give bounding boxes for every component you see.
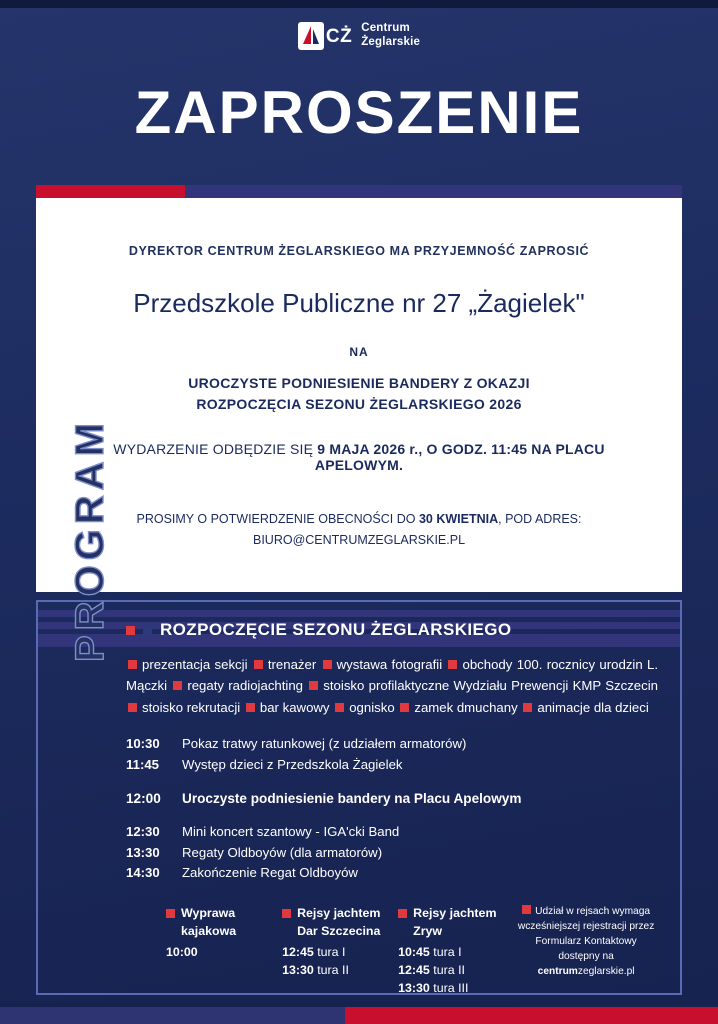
column-heading-line1: Wyprawa <box>181 906 236 921</box>
note-brand[interactable] <box>514 965 658 980</box>
schedule-gap <box>126 809 658 822</box>
schedule-gap <box>126 775 658 788</box>
column-row <box>398 980 504 998</box>
column-rows <box>398 944 504 998</box>
invitation-when <box>76 441 642 473</box>
column-row-label: tura III <box>433 981 469 996</box>
logo-abbr: CŻ <box>325 25 353 47</box>
column-row-time: 10:45 <box>398 945 430 960</box>
program-registration-note <box>514 905 658 998</box>
bullet-square-icon <box>522 905 531 914</box>
logo-wordmark-line1: Centrum <box>361 22 410 35</box>
bullet-square-icon <box>166 909 175 918</box>
invitation-when-bold: 9 MAJA 2026 r., O GODZ. 11:45 NA PLACU APELOWYM. <box>314 441 605 473</box>
column-row-label: tura I <box>433 945 462 960</box>
column-row <box>282 962 388 980</box>
note-line2: wcześniejszej rejestracji przez <box>517 921 655 933</box>
schedule-time: 11:45 <box>126 756 160 772</box>
bottom-bar-red <box>345 1007 718 1024</box>
note-line1: Udział w rejsach wymaga <box>535 906 651 918</box>
page-title: ZAPROSZENIE <box>134 79 584 146</box>
schedule-time: 13:30 <box>126 844 160 860</box>
column-heading <box>398 905 504 941</box>
logo-mark <box>298 22 352 50</box>
bottom-strip <box>0 1007 718 1024</box>
bullet-square-icon <box>523 703 532 712</box>
schedule-desc: Regaty Oldboyów (dla armatorów) <box>182 844 383 860</box>
column-rows <box>282 944 388 980</box>
program-vertical-label: PROGRAM <box>68 418 112 662</box>
bullet-square-icon <box>323 660 332 669</box>
card-bar-navy <box>185 185 682 198</box>
schedule-desc: Zakończenie Regat Oldboyów <box>182 865 358 880</box>
note-brand-rest: zeglarskie.pl <box>577 965 635 977</box>
bullet-square-icon <box>254 660 263 669</box>
schedule-time: 10:30 <box>126 736 160 752</box>
program-tag: zamek dmuchany <box>414 699 518 715</box>
bullet-square-icon <box>282 909 291 918</box>
program-schedule <box>126 734 658 883</box>
column-row <box>166 944 272 962</box>
column-heading-line2: Zryw <box>413 924 443 939</box>
program-tag: obchody 100. rocznicy urodzin L. Mączki <box>126 657 659 694</box>
program-tag: regaty radiojachting <box>187 678 304 694</box>
column-heading-text <box>297 905 380 941</box>
program-tags <box>126 654 658 718</box>
card-bar-red <box>36 185 185 198</box>
invitation-na: NA <box>349 345 369 359</box>
bullet-square-icon <box>128 660 137 669</box>
program-column-dar-szczecina <box>282 905 388 998</box>
invitation-card <box>36 185 682 647</box>
card-top-bar <box>36 185 682 198</box>
bottom-bar-navy <box>0 1007 345 1024</box>
invitation-when-prefix: WYDARZENIE ODBĘDZIE SIĘ <box>113 441 314 457</box>
invitation-rsvp-suffix: , POD ADRES: <box>498 512 582 526</box>
program-tag: animacje dla dzieci <box>537 699 649 715</box>
column-heading-text <box>413 905 496 941</box>
schedule-row <box>126 863 658 883</box>
schedule-desc: Występ dzieci z Przedszkola Żagielek <box>182 756 403 772</box>
column-row-time: 10:00 <box>166 945 198 960</box>
column-rows <box>166 944 272 962</box>
square-navy-icon <box>143 626 152 635</box>
schedule-time: 12:30 <box>126 824 160 840</box>
column-heading-text <box>181 905 236 941</box>
program-tag: bar kawowy <box>259 699 330 715</box>
program-column-zryw <box>398 905 504 998</box>
logo-wordmark-line2: Żeglarskie <box>361 36 421 48</box>
bullet-square-icon <box>398 909 407 918</box>
column-row-time: 12:45 <box>398 963 430 978</box>
program-content <box>126 654 658 998</box>
schedule-row <box>126 755 658 775</box>
note-line3: Formularz Kontaktowy <box>535 936 637 948</box>
program-column-kayak <box>166 905 272 998</box>
schedule-time: 14:30 <box>126 865 160 880</box>
invitation-rsvp-prefix: PROSIMY O POTWIERDZENIE OBECNOŚCI DO <box>136 512 416 526</box>
schedule-row <box>126 822 658 842</box>
program-tag: trenażer <box>267 657 317 672</box>
column-row-time: 13:30 <box>398 981 430 996</box>
column-row <box>398 962 504 980</box>
program-tag: wystawa fotografii <box>336 657 443 672</box>
bullet-square-icon <box>448 660 457 669</box>
column-heading-line2: kajakowa <box>181 924 237 939</box>
program-heading: ROZPOCZĘCIE SEZONU ŻEGLARSKIEGO <box>160 620 512 639</box>
logo-wordmark <box>361 22 420 49</box>
invitation-occasion-line1: UROCZYSTE PODNIESIENIE BANDERY Z OKAZJI <box>188 375 530 391</box>
schedule-desc: Pokaz tratwy ratunkowej (z udziałem armatorów) <box>182 736 467 752</box>
column-row <box>398 944 504 962</box>
note-line4: dostępny na <box>558 950 614 962</box>
program-tag: ognisko <box>349 699 395 715</box>
brand-logo <box>0 22 718 50</box>
column-heading <box>282 905 388 941</box>
program-columns <box>166 905 658 998</box>
top-strip <box>0 0 718 8</box>
sail-icon <box>298 22 324 50</box>
column-row-label: tura II <box>433 963 465 978</box>
schedule-row <box>126 843 658 863</box>
invitation-body <box>36 198 682 592</box>
square-red-icon <box>126 626 135 635</box>
program-tag: stoisko profilaktyczne Wydziału Prewencji KMP Szczecin <box>323 678 658 694</box>
program-heading-row <box>126 620 658 640</box>
note-brand-bold: centrum <box>537 965 578 977</box>
bullet-square-icon <box>309 681 318 690</box>
column-row-label: tura II <box>317 963 349 978</box>
invitation-rsvp-date: 30 KWIETNIA <box>418 512 499 526</box>
bullet-square-icon <box>335 703 344 712</box>
bullet-square-icon <box>128 703 137 712</box>
schedule-desc: Mini koncert szantowy - IGA'cki Band <box>182 824 400 840</box>
column-row-time: 13:30 <box>282 963 314 978</box>
column-row-time: 12:45 <box>282 945 314 960</box>
schedule-row <box>126 734 658 754</box>
column-heading-line2: Dar Szczecina <box>297 924 381 939</box>
invitation-occasion-line2: ROZPOCZĘCIA SEZONU ŻEGLARSKIEGO 2026 <box>196 396 522 412</box>
schedule-desc: Uroczyste podniesienie bandery na Placu Apelowym <box>182 791 522 807</box>
invitation-rsvp <box>76 509 642 552</box>
invitation-guest: Przedszkole Publiczne nr 27 „Żagielek" <box>133 288 585 318</box>
program-tag: stoisko rekrutacji <box>142 699 241 715</box>
invitation-occasion <box>76 373 642 415</box>
bullet-square-icon <box>173 681 182 690</box>
bullet-square-icon <box>400 703 409 712</box>
schedule-time: 12:00 <box>126 791 161 807</box>
schedule-row-highlight <box>126 788 658 809</box>
column-row <box>282 944 388 962</box>
bullet-square-icon <box>246 703 255 712</box>
column-row-label: tura I <box>317 945 346 960</box>
invitation-intro: DYREKTOR CENTRUM ŻEGLARSKIEGO MA PRZYJEMNOŚĆ ZAPROSIĆ <box>128 244 590 258</box>
column-heading-line1: Rejsy jachtem <box>297 906 381 921</box>
column-heading-line1: Rejsy jachtem <box>413 906 497 921</box>
program-tag: prezentacja sekcji <box>142 657 248 672</box>
column-heading <box>166 905 272 941</box>
invitation-rsvp-email[interactable]: BIURO@CENTRUMZEGLARSKIE.PL <box>252 533 466 548</box>
